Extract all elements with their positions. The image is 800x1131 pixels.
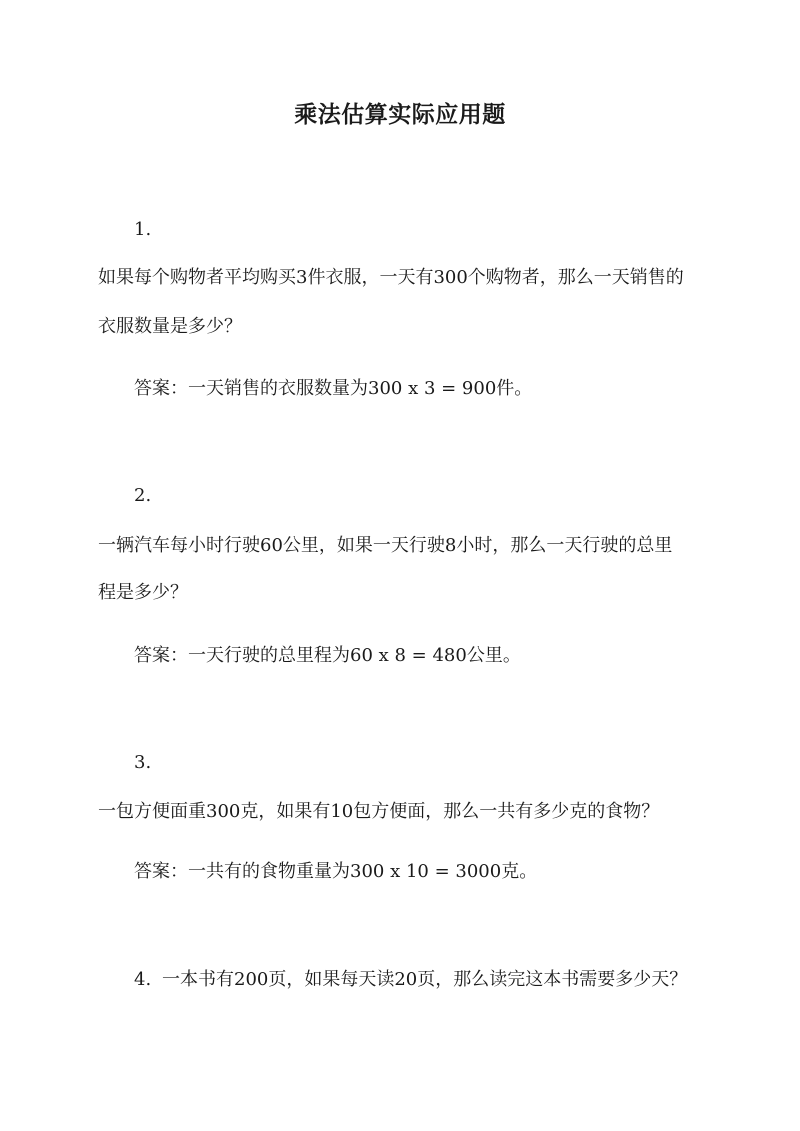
question-3-answer: 答案：一共有的食物重量为300 x 10 = 3000克。: [134, 861, 538, 882]
question-3-text-line-1: 一包方便面重300克，如果有10包方便面，那么一共有多少克的食物？: [98, 801, 660, 822]
question-1-text-line-1: 如果每个购物者平均购买3件衣服，一天有300个购物者，那么一天销售的: [98, 267, 684, 288]
question-2-answer: 答案：一天行驶的总里程为60 x 8 = 480公里。: [134, 645, 521, 666]
question-4-number: 4.: [134, 969, 152, 990]
question-2-text-line-2: 程是多少？: [98, 582, 188, 603]
question-2-number: 2.: [134, 485, 152, 506]
question-1-number: 1.: [134, 219, 152, 240]
question-1-text-line-2: 衣服数量是多少？: [98, 316, 242, 337]
page-title: 乘法估算实际应用题: [294, 101, 506, 128]
question-3-number: 3.: [134, 752, 152, 773]
question-1-answer: 答案：一天销售的衣服数量为300 x 3 = 900件。: [134, 378, 533, 399]
question-2-text-line-1: 一辆汽车每小时行驶60公里，如果一天行驶8小时，那么一天行驶的总里: [98, 535, 673, 556]
question-4-text-line-1: 一本书有200页，如果每天读20页，那么读完这本书需要多少天？: [162, 969, 688, 990]
